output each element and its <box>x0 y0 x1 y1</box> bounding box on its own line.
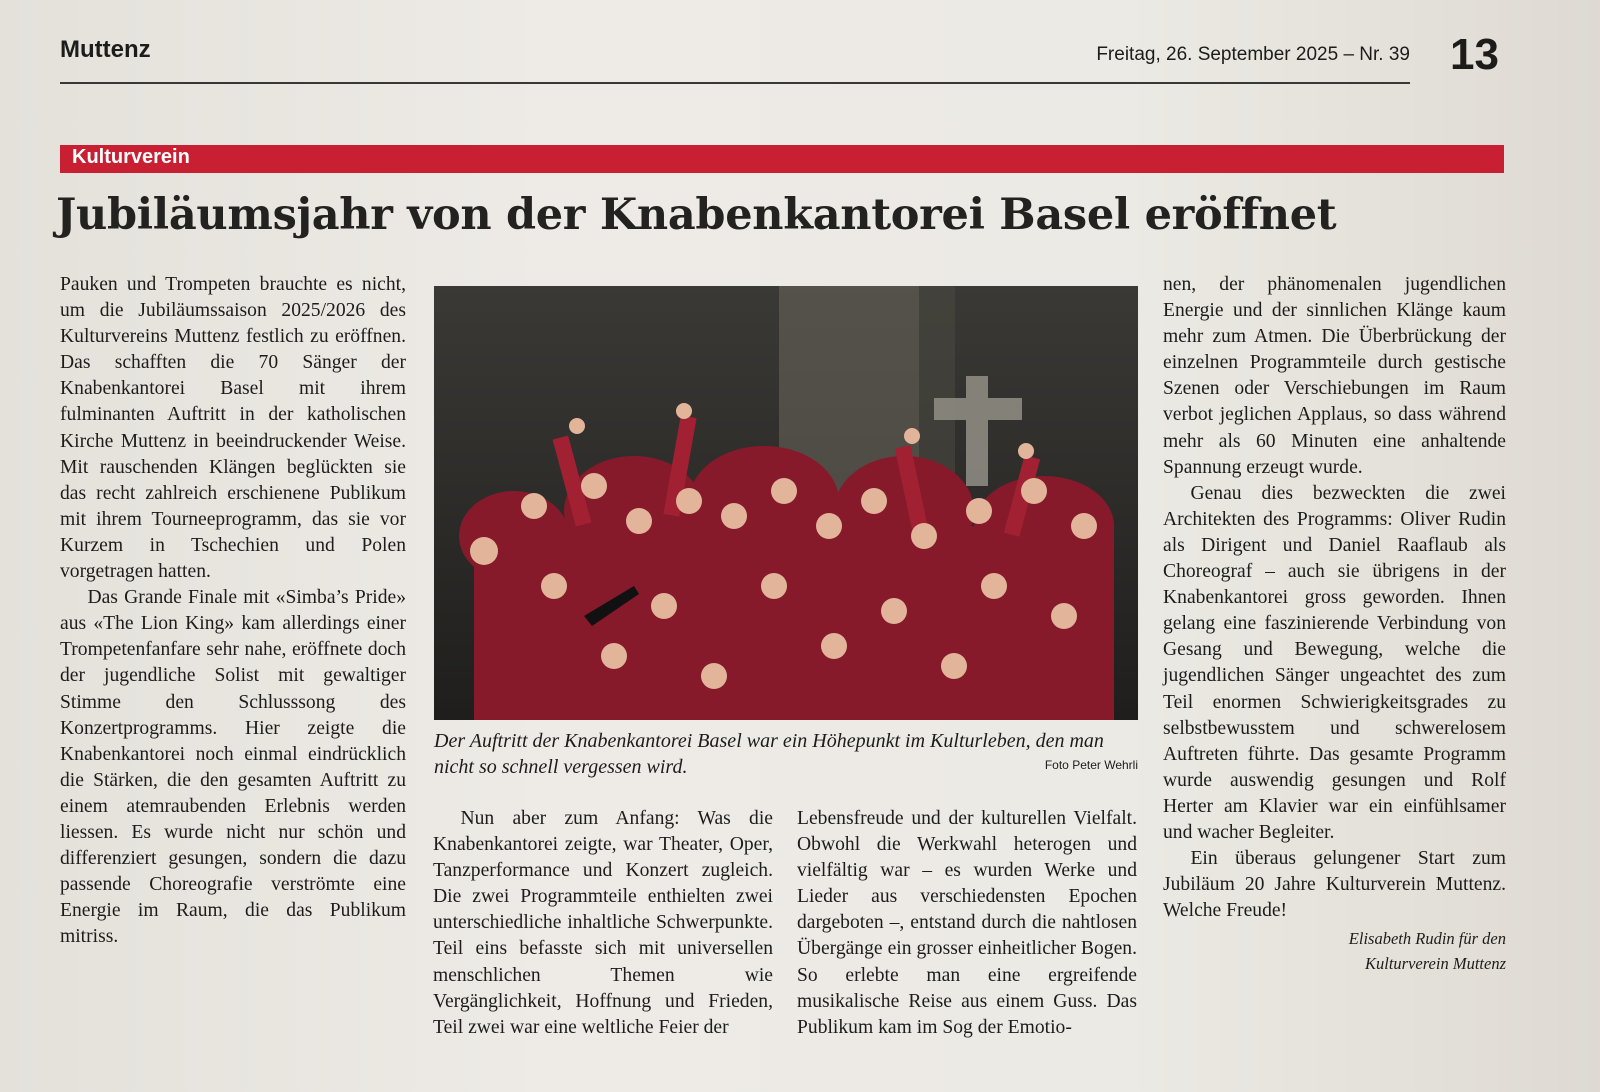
choir-photo-illustration <box>434 286 1138 720</box>
paragraph: Nun aber zum Anfang: Was die Knabenkantorei zeigte, war Theater, Oper, Tanzperformance und Konzert zugleich. Die zwei Programmteile enthielten zwei unterschiedliche inhaltliche Schwerpunkte. Teil eins befasste sich mit universellen menschlichen Themen wie Vergänglichkeit, Hoffnung und Frieden, Teil zwei war eine weltliche Feier der <box>433 808 773 1038</box>
paragraph: nen, der phänomenalen jugendlichen Energie und der sinnlichen Klänge kaum mehr zum Atmen. Die Überbrückung der einzelnen Programmteile durch gestische Szenen oder Verschiebungen im Raum verbot jeglichen Applaus, so dass während mehr als 60 Minuten eine anhaltende Spannung erzeugt wurde. <box>1163 274 1506 478</box>
photo-caption <box>434 728 1138 780</box>
section-band <box>60 145 1504 173</box>
page-number: 13 <box>1450 30 1499 79</box>
paragraph: Lebensfreude und der kulturellen Vielfalt. Obwohl die Werkwahl heterogen und vielfältig war – es wurden Werke und Lieder aus verschiedensten Epochen dargeboten –, entstand durch die nahtlosen Übergänge ein grosser einheitlicher Bogen. So erlebte man eine ergreifende musikalische Reise aus einem Guss. Das Publikum kam im Sog der Emotio- <box>797 808 1137 1038</box>
photo-credit: Foto Peter Wehrli <box>1044 758 1138 772</box>
masthead <box>60 30 1410 84</box>
author-affiliation: Kulturverein Muttenz <box>1365 954 1506 974</box>
town-name: Muttenz <box>60 36 151 63</box>
paragraph: Ein überaus gelungener Start zum Jubiläum 20 Jahre Kulturverein Muttenz. Welche Freude! <box>1163 848 1506 922</box>
paragraph: Das Grande Finale mit «Simba’s Pride» aus «The Lion King» kam allerdings einer Trompetenfanfare sehr nahe, eröffnete doch der jugendliche Solist mit gewaltiger Stimme den Schlusssong des Konzertprogramms. Hier zeigte die Knabenkantorei noch einmal eindrücklich die Stärken, die den gesamten Auftritt zu einem atemraubenden Erlebnis werden liessen. Es wurde nicht nur schön und differenziert gesungen, sondern die dazu passende Choreografie verströmte eine Energie im Raum, die das Publikum mitriss. <box>60 587 406 948</box>
article-column-2 <box>433 806 773 1041</box>
dateline: Freitag, 26. September 2025 – Nr. 39 <box>1096 44 1410 65</box>
paragraph: Pauken und Trompeten brauchte es nicht, um die Jubiläumssaison 2025/2026 des Kulturvereins Muttenz festlich zu eröffnen. Das schafften die 70 Sänger der Knabenkantorei Basel mit ihrem fulminanten Auftritt in der katholischen Kirche Muttenz in beeindruckender Weise. Mit rauschenden Klängen beglückten sie das recht zahlreich erschienene Publikum mit ihrem Tourneeprogramm, das sie vor Kurzem in Tschechien und Polen vorgetragen hatten. <box>60 274 406 583</box>
headline: Jubiläumsjahr von der Knabenkantorei Basel eröffnet <box>56 190 1337 240</box>
paragraph: Genau dies bezweckten die zwei Architekten des Programms: Oliver Rudin als Dirigent und Daniel Raaflaub als Choreograf – auch sie übrigens in der Knabenkantorei gross geworden. Ihnen gelang eine faszinierende Verbindung von Gesang und Bewegung, welche die jugendlichen Sänger ungeachtet des zum Teil enormen Schwierigkeitsgrades zu selbstbewusstem und schwerelosem Auftreten führte. Das gesamte Programm wurde auswendig gesungen und Rolf Herter am Klavier war ein einfühlsamer und wacher Begleiter. <box>1163 482 1506 843</box>
article-column-1 <box>60 272 406 950</box>
author-byline <box>1163 926 1506 976</box>
caption-text: Der Auftritt der Knabenkantorei Basel war ein Höhepunkt im Kulturleben, den man nicht so schnell vergessen wird. <box>434 730 1104 778</box>
section-label: Kulturverein <box>72 146 190 168</box>
article-column-4 <box>1163 272 1506 976</box>
article-column-3 <box>797 806 1137 1041</box>
author-name: Elisabeth Rudin für den <box>1348 929 1506 949</box>
choir-photo <box>434 286 1138 720</box>
